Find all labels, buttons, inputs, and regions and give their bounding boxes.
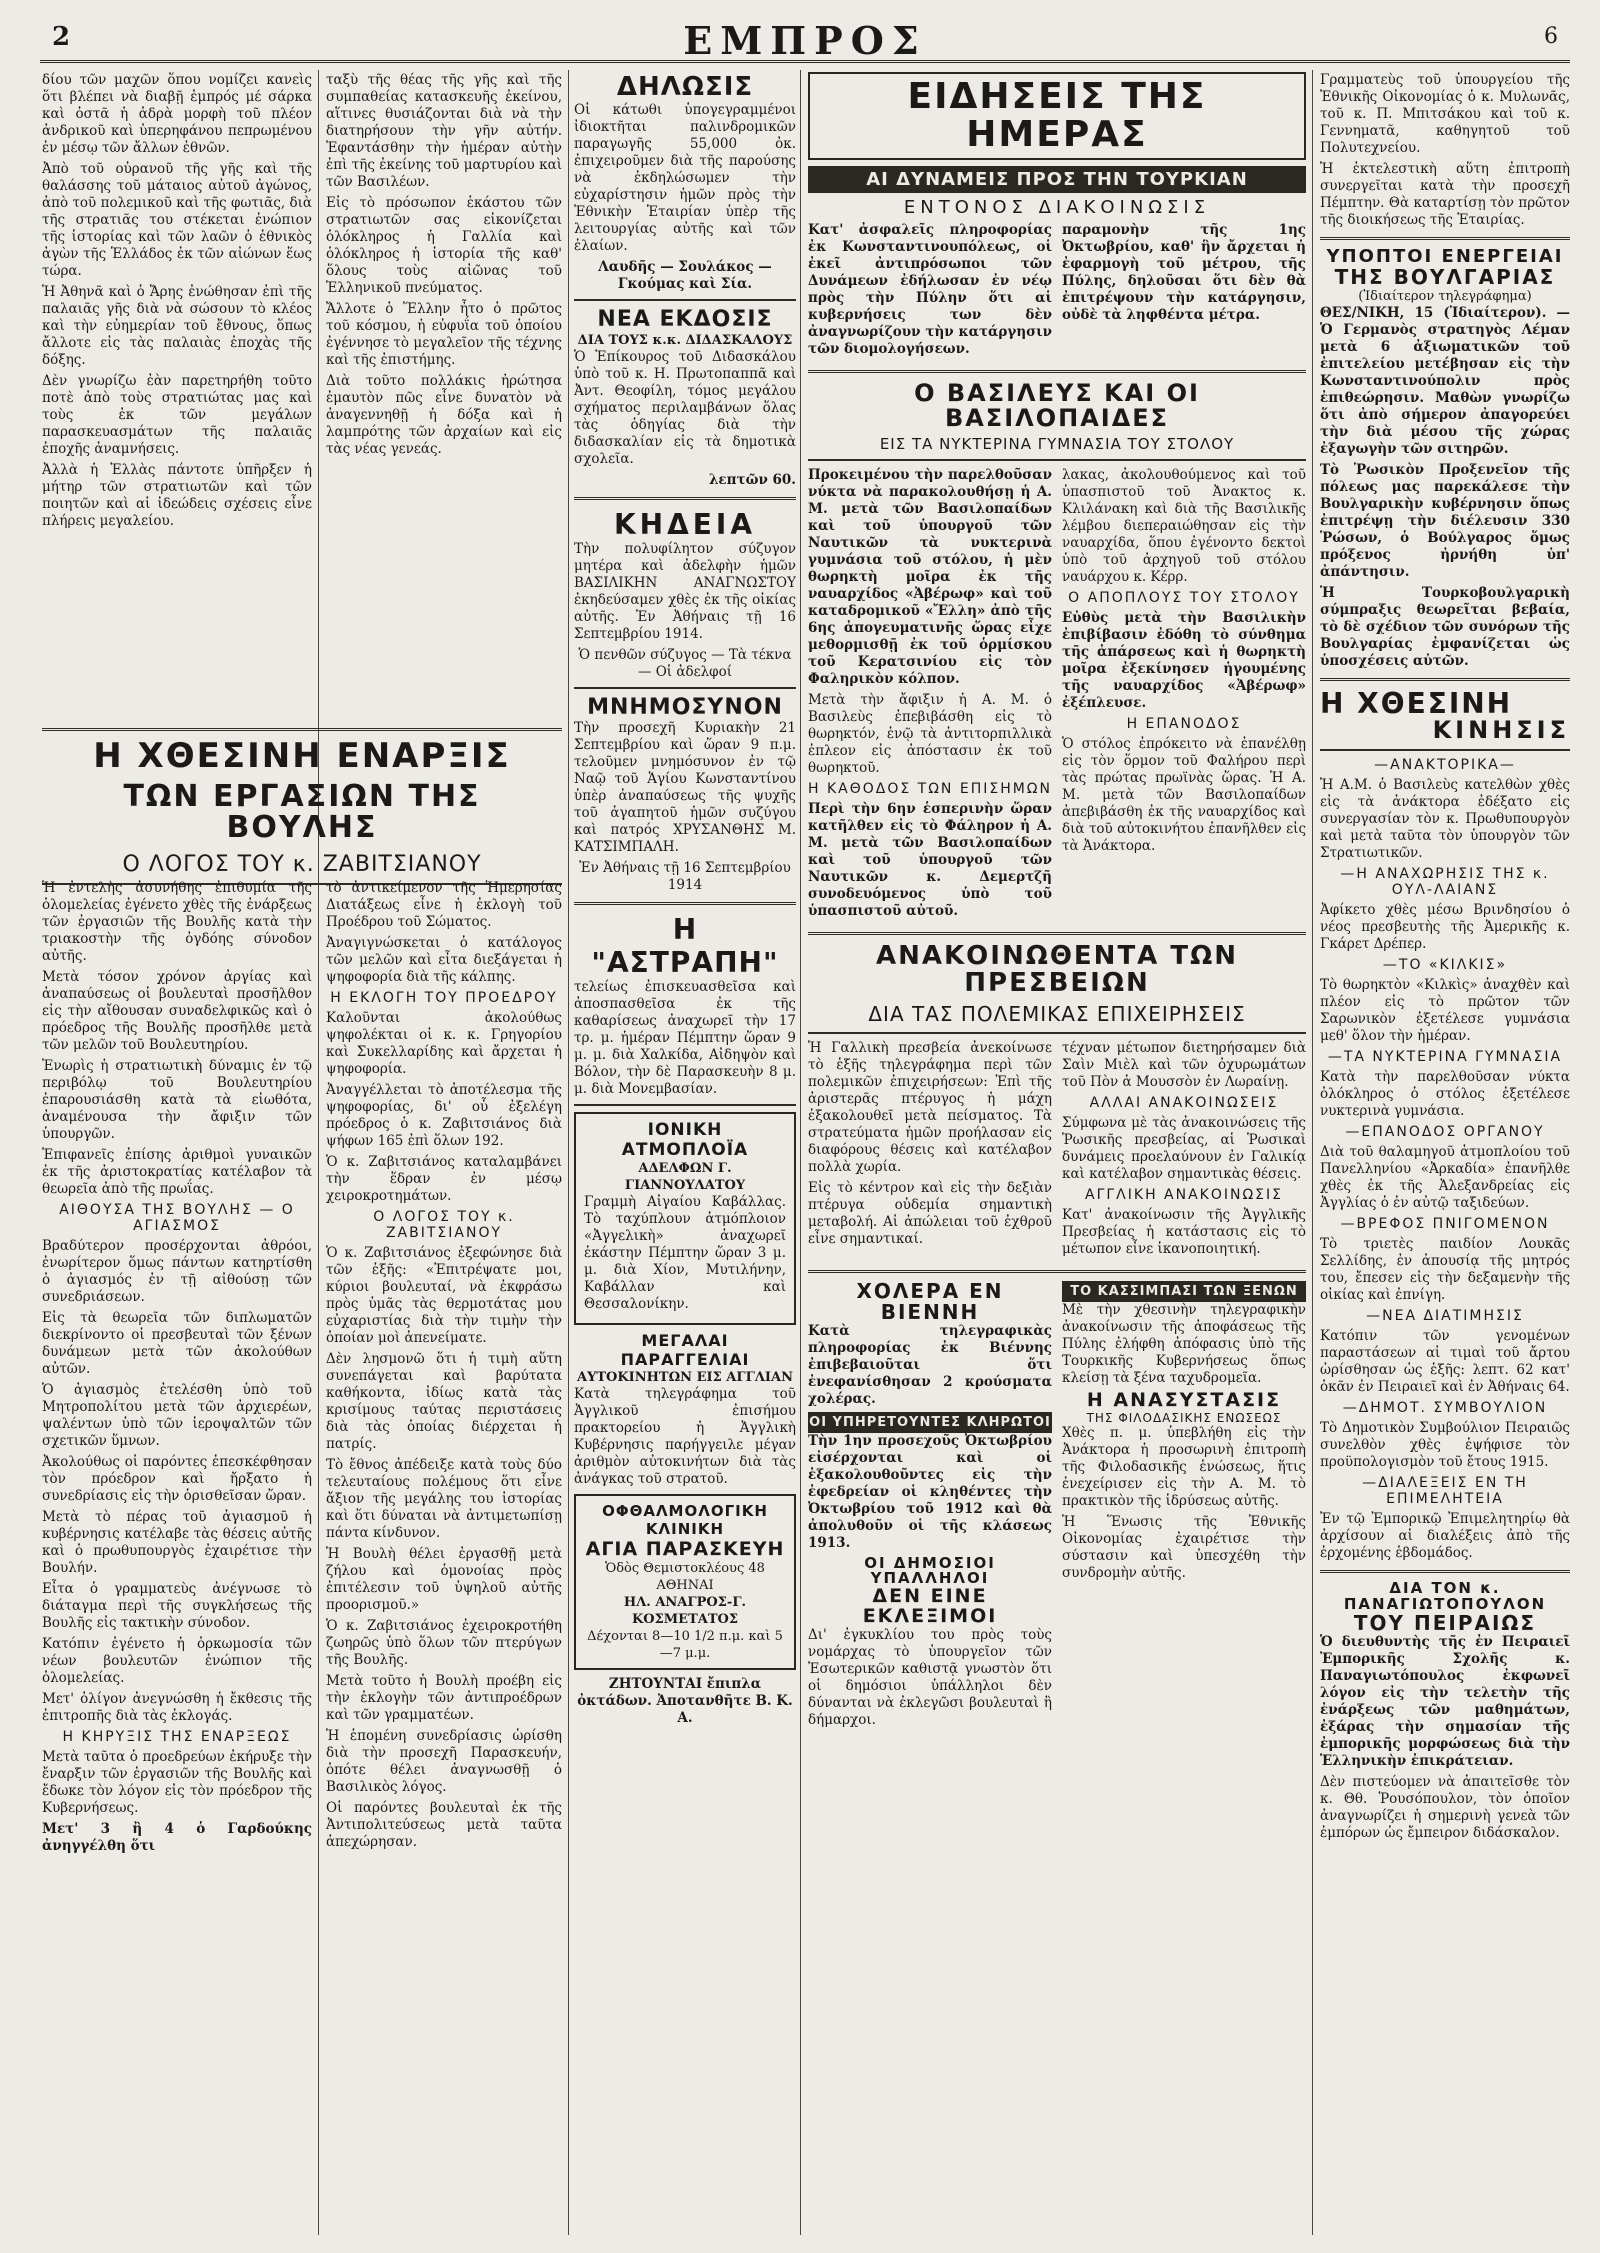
vasilefs-left [808, 467, 1052, 924]
divider [574, 687, 796, 689]
article-paragraph: Τὴν 1ην προσεχοῦς Ὀκτωβρίου εἰσέρχονται καὶ οἱ ἐξακολουθοῦντες εἰς τὴν ἐφεδρείαν οἱ κληθέντες τὴν Ὀκτωβρίου τοῦ 1912 καὶ θὰ ἀπολυθοῦν οἱ τῆς κλάσεως 1913. [808, 1432, 1052, 1551]
article-paragraph: Εἶτα ὁ γραμματεὺς ἀνέγνωσε τὸ διάταγμα περὶ τῆς συγκλήσεως τῆς Βουλῆς εἰς τακτικὴν σύνοδον. [42, 1581, 312, 1631]
article-paragraph: Κατ' ἀνακοίνωσιν τῆς Ἀγγλικῆς Πρεσβείας ἡ κατάστασις εἰς τὸ μέτωπον εἶνε ἱκανοποιητική. [1062, 1206, 1306, 1257]
article-paragraph: Σύμφωνα μὲ τὰς ἀνακοινώσεις τῆς Ῥωσικῆς πρεσβείας, αἱ Ῥωσικαὶ δυνάμεις προελαύνουν ἐν Γαλικίᾳ καὶ κατέλαβον σημαντικὰς θέσεις. [1062, 1114, 1306, 1182]
article-paragraph: Καλοῦνται ἀκολούθως ψηφολέκται οἱ κ. κ. Γρηγορίου καὶ Συκελλαρίδης καὶ ἄρχεται ἡ ψηφοφορία. [326, 1010, 562, 1077]
article-paragraph: Μετὰ τοῦτο ἡ Βουλὴ προέβη εἰς τὴν ἐκλογὴν τῶν ἀντιπροέδρων καὶ τῶν γραμματέων. [326, 1673, 562, 1723]
klinik-doctors: ΗΛ. ΑΝΑΓΡΟΣ-Γ. ΚΟΣΜΕΤΑΤΟΣ [623, 1595, 747, 1627]
divider [574, 1104, 796, 1106]
article-paragraph: Ἡ Γαλλικὴ πρεσβεία ἀνεκοίνωσε τὸ ἑξῆς τηλεγράφημα περὶ τῶν πολεμικῶν ἐπιχειρήσεων: Ἐπὶ τῆς ἀριστερᾶς πτέρυγος ἡ μάχη ἐξακολουθεῖ μετὰ πείσματος. Τὰ στρατεύματα ἡμῶν προήλασαν εἰς διαφόρους θέσεις καὶ κατέλαβον πολλὰ χωρία. [808, 1039, 1052, 1175]
article-paragraph: Μὲ τὴν χθεσινὴν τηλεγραφικὴν ἀνακοίνωσιν τῆς ἀποφάσεως τῆς Πύλης ἐλήφθη ἀπόφασις ὑπὸ τῆς Τουρκικῆς Κυβερνήσεως ὅπως κλείσῃ τὰ ξένα ταχυδρομεῖα. [1062, 1301, 1306, 1386]
col1-top [42, 72, 312, 712]
klinik-name: ΑΓΙΑ ΠΑΡΑΣΚΕΥΗ [585, 1538, 785, 1560]
article-paragraph: Εἰς τὸ κέντρον καὶ εἰς τὴν δεξιὰν πτέρυγα οὐδεμία σημαντικὴ μεταβολή. Αἱ ἀπώλειαι τοῦ ἐχθροῦ εἶνε σημαντικαί. [808, 1179, 1052, 1247]
anakoin-headline: ΑΝΑΚΟΙΝΩΘΕΝΤΑ ΤΩΝ ΠΡΕΣΒΕΙΩΝ [876, 940, 1238, 999]
article-paragraph: δίου τῶν μαχῶν ὅπου νομίζει κανεὶς ὅτι βλέπει νὰ διαβῇ ἐμπρός μέ σάρκα καὶ ὀστᾶ ἡ ἁδρὰ μορφὴ τοῦ πλέον ἀνδρικοῦ καὶ ὑπερηφάνου πεπρωμένου ἐν μέσῳ τῶν ἄλλων ἐθνῶν. [42, 72, 312, 156]
divider [808, 370, 1306, 373]
section-subhead: Ο ΛΟΓΟΣ ΤΟΥ κ. ΖΑΒΙΤΣΙΑΝΟΥ [373, 1209, 515, 1241]
turk-banner: ΑΙ ΔΥΝΑΜΕΙΣ ΠΡΟΣ ΤΗΝ ΤΟΥΡΚΙΑΝ [808, 166, 1306, 193]
article-paragraph: Μετ' 3 ἢ 4 ὁ Γαρδούκης ἀνηγγέλθη ὅτι [42, 1821, 312, 1854]
lower-columns [808, 1281, 1306, 1733]
article-paragraph: παραμονὴν τῆς 1ης Ὀκτωβρίου, καθ' ἣν ἄρχεται ἡ ἐφαρμογὴ τοῦ μέτρου, τῆς Πύλης, δηλοῦσαι ὅτι δὲν θὰ ἐπιτρέψουν τὴν κατάργησιν, οὐδὲ τὰ ληφθέντα μέτρα. [1062, 221, 1306, 323]
notice-text: τελείως ἐπισκευασθεῖσα καὶ ἀποσπασθεῖσα ἐκ τῆς καθαρίσεως ἀναχωρεῖ τὴν 17 τρ. μ. ἡμέραν Πέμπτην ὥραν 9 μ. μ. διὰ Χαλκίδα, Αἰδηψὸν καὶ Βόλον, τὴν δὲ Παρασκευὴν 8 μ. μ. διὰ Μονεμβασίαν. [574, 979, 796, 1097]
article-paragraph: Μετὰ τὸ πέρας τοῦ ἀγιασμοῦ ἡ κυβέρνησις κατέλαβε τὰς θέσεις αὐτῆς καὶ ὁ πρωθυπουργὸς ἐχαιρέτισε τὴν Βουλήν. [42, 1509, 312, 1576]
divider [808, 1270, 1306, 1273]
ekdosis-heading: ΝΕΑ ΕΚΔΟΣΙΣ [597, 307, 773, 332]
section-subhead: Η ΚΗΡΥΞΙΣ ΤΗΣ ΕΝΑΡΞΕΩΣ [62, 1729, 292, 1745]
metalai-heading: ΜΕΓΑΛΑΙ ΠΑΡΑΓΓΕΛΙΑΙ [620, 1331, 750, 1369]
article-paragraph: Βραδύτερον προσέρχονται ἀθρόοι, ἐνωρίτερον ὅμως πάντων κατηρτίσθη ὁ ἀγιασμός ἐν τῇ αἰθούσῃ τῶν συνεδριάσεων. [42, 1238, 312, 1305]
article-paragraph: Κατόπιν ἐγένετο ἡ ὁρκωμοσία τῶν νέων βουλευτῶν ἐνώπιον τῆς ὁλομελείας. [42, 1636, 312, 1686]
section-subhead: —ΔΙΑΛΕΞΕΙΣ ΕΝ ΤΗ ΕΠΙΜΕΛΗΤΕΙΑ [1362, 1475, 1528, 1508]
masthead [40, 18, 1570, 63]
article-paragraph: Ὁ κ. Ζαβιτσιάνος ἐχειροκροτήθη ζωηρῶς ὑπὸ ὅλων τῶν πτερύγων τῆς Βουλῆς. [326, 1618, 562, 1668]
dilosis-heading: ΔΗΛΩΣΙΣ [616, 72, 754, 102]
section-subhead: —ΕΠΑΝΟΔΟΣ ΟΡΓΑΝΟΥ [1345, 1124, 1545, 1141]
article-paragraph: Ὁ κ. Ζαβιτσιάνος καταλαμβάνει τὴν ἕδραν ἐν μέσῳ χειροκροτημάτων. [326, 1154, 562, 1204]
col3-notices [574, 72, 796, 2232]
section-subhead: ΑΙΘΟΥΣΑ ΤΗΣ ΒΟΥΛΗΣ — Ο ΑΓΙΑΣΜΟΣ [59, 1202, 295, 1234]
col2-bottom [326, 880, 562, 2240]
section-subhead: Η ΕΠΑΝΟΔΟΣ [1126, 715, 1242, 732]
newspaper-title: ΕΜΠΡΟΣ [683, 18, 927, 63]
article-paragraph: Ἡ Α.Μ. ὁ Βασιλεὺς κατελθὼν χθὲς εἰς τὰ ἀνάκτορα ἐδέξατο εἰς συνεργασίαν τὸν κ. Πρωθυπουργὸν καὶ μετὰ ταῦτα τὸν ὑπουργὸν τῶν Στρατιωτικῶν. [1320, 777, 1570, 862]
article-paragraph: Γραμματεὺς τοῦ ὑπουργείου τῆς Ἐθνικῆς Οἰκονομίας ὁ κ. Μυλωνᾶς, τοῦ κ. Π. Μπιτσάκου καὶ τοῦ κ. Γεννηματᾶ, καθηγητοῦ τοῦ Πολυτεχνείου. [1320, 72, 1570, 156]
article-paragraph: Ἀφίκετο χθὲς μέσω Βρινδησίου ὁ νέος πρεσβευτὴς τῆς Ἀμερικῆς κ. Γκάρετ Δρέπερ. [1320, 902, 1570, 953]
turk-left [808, 222, 1052, 362]
notice-price: λεπτῶν 60. [708, 472, 796, 488]
divider [1320, 237, 1570, 240]
article-paragraph: Εἰς τὰ θεωρεῖα τῶν διπλωματῶν διεκρίνοντο οἱ πρεσβευταὶ τῶν ξένων δυνάμεων μετὰ τῶν ἀκολούθων αὐτῶν. [42, 1310, 312, 1377]
divider [1320, 678, 1570, 681]
lower-right [1062, 1281, 1306, 1733]
article-paragraph: Δὲν λησμονῶ ὅτι ἡ τιμὴ αὕτη συνεπάγεται καὶ βαρύτατα καθήκοντα, ἰδίως κατὰ τὰς κρισίμους ταύτας περιστάσεις διὰ τὰς ὁποίας διέρχεται ἡ πατρίς. [326, 1351, 562, 1452]
divider [808, 459, 1306, 461]
ionikh-heading: ΙΟΝΙΚΗ ΑΤΜΟΠΛΟΪΑ [621, 1120, 749, 1160]
article-paragraph: Ὁ διευθυντὴς τῆς ἐν Πειραιεῖ Ἐμπορικῆς Σχολῆς κ. Παναγιωτόπουλος ἐκφωνεῖ λόγον εἰς τὴν τελετὴν τῆς ἐνάρξεως τῶν μαθημάτων, ἐξάρας τὴν σημασίαν τῆς ἐμπορικῆς μορφώσεως διὰ τὴν Ἑλληνικὴν ἐπικράτειαν. [1320, 1633, 1570, 1769]
article-paragraph: τὸ ἀντικείμενον τῆς Ἡμερησίας Διατάξεως εἶνε ἡ ἐκλογὴ τοῦ Προέδρου τοῦ Σώματος. [326, 880, 562, 930]
ypall-headline: ΟΙ ΔΗΜΟΣΙΟΙ ΥΠΑΛΛΗΛΟΙ [864, 1553, 996, 1588]
kasimpasi-banner: ΤΟ ΚΑΣΣΙΜΠΑΣΙ ΤΩΝ ΞΕΝΩΝ [1062, 1281, 1306, 1302]
article-paragraph: Τὸ θωρηκτὸν «Κιλκὶς» ἀναχθὲν καὶ πλέον εἰς τὸ πρῶτον τῶν Σαρωνικὸν ἐξετέλεσε γυμνάσια μεθ' ὅλον τὴν ἡμέραν. [1320, 977, 1570, 1045]
article-paragraph: Ἀπὸ τοῦ οὐρανοῦ τῆς γῆς καὶ τῆς θαλάσσης τοῦ μάταιος αὐτοῦ ἀγώνος, ἀπὸ τοῦ πολεμικοῦ καὶ τῆς φωτιᾶς, διὰ τῆς στρατιᾶς του στέκεται ἐνώπιον τῆς ἱστορίας καὶ τῶν λαῶν ὁ ἐθνικὸς ἀγὼν τῆς Ἑλλάδος ἐκ τῶν αἰώνων ἕως τώρα. [42, 161, 312, 279]
article-paragraph: Ἀκολούθως οἱ παρόντες ἐπεσκέφθησαν τὸν πρόεδρον καὶ ἤρξατο ἡ συνεδρίασις εἰς τὴν ὁρισθεῖσαν ὥραν. [42, 1454, 312, 1504]
article-paragraph: Κατὰ τὴν παρελθοῦσαν νύκτα ὁλόκληρος ὁ στόλος ἐξετέλεσε νυκτερινὰ γυμνάσια. [1320, 1069, 1570, 1120]
section-subhead: —ΤΑ ΝΥΚΤΕΡΙΝΑ ΓΥΜΝΑΣΙΑ [1327, 1049, 1563, 1066]
notice-signature: Λαυδῆς — Σουλάκος — Γκούμας καὶ Σία. [598, 259, 772, 292]
article-paragraph: Οἱ παρόντες βουλευταὶ ἐκ τῆς Ἀντιπολιτεύσεως μετὰ ταῦτα ἀπεχώρησαν. [326, 1800, 562, 1850]
article-paragraph: Κατ' ἀσφαλεῖς πληροφορίας ἐκ Κωνσταντινουπόλεως, οἱ ἐκεῖ ἀντιπρόσωποι τῶν Δυνάμεων ἐδήλωσαν ἐν νέῳ πρὸς τὴν Πύλην ὅτι αἱ κυβερνήσεις των δὲν ἀναγνωρίζουν τὴν κατάργησιν τῶν διομολογήσεων. [808, 221, 1052, 357]
vouli-subheadline: Ο ΛΟΓΟΣ ΤΟΥ κ. ΖΑΒΙΤΣΙΑΝΟΥ [122, 851, 482, 877]
column-rule [568, 70, 569, 2235]
mnimosyno-heading: ΜΝΗΜΟΣΥΝΟΝ [587, 695, 783, 720]
turk-right [1062, 222, 1306, 362]
telegram-source: (Ἰδιαίτερον τηλεγράφημα) [1358, 288, 1532, 304]
article-paragraph: Μετ' ὀλίγον ἀνεγνώσθη ἡ ἔκθεσις τῆς ἐπιτροπῆς διὰ τὰς ἐκλογάς. [42, 1691, 312, 1724]
vasilefs-right [1062, 467, 1306, 924]
metalai-subheading: ΑΥΤΟΚΙΝΗΤΩΝ ΕΙΣ ΑΓΓΛΙΑΝ [577, 1370, 793, 1385]
article-paragraph: Τὸ τριετὲς παιδίον Λουκᾶς Σελλίδης, ἐν ἀπουσίᾳ τῆς μητρός του, ἔπεσεν εἰς τὴν δεξαμενὴν τῆς οἰκίας καὶ ἐπνίγη. [1320, 1236, 1570, 1304]
notice-date: Ἐν Ἀθήναις τῇ 16 Σεπτεμβρίου 1914 [579, 860, 791, 893]
article-paragraph: Ἡ Βουλὴ θέλει ἐργασθῇ μετὰ ζήλου καὶ ὁμονοίας πρὸς ἐπιτέλεσιν τοῦ ὑψηλοῦ αὐτῆς προορισμοῦ.» [326, 1546, 562, 1613]
article-paragraph: Ἐπιφανεῖς ἐπίσης ἀριθμοὶ γυναικῶν ἐκ τῆς ἀριστοκρατίας κατέλαβον τὰ θεωρεῖα ἀπὸ τῆς πρωΐας. [42, 1147, 312, 1197]
kiniseis-headline: ΚΙΝΗΣΙΣ [1432, 716, 1570, 745]
col1-bottom [42, 880, 312, 2240]
article-paragraph: Ἐνωρὶς ἡ στρατιωτικὴ δύναμις ἐν τῷ περιβόλῳ τοῦ Βουλευτηρίου ἐπαρουσιάσθη κατὰ τὰ εἰωθότα, ἀναμένουσα τὴν ἄφιξιν τῶν ὑπουργῶν. [42, 1058, 312, 1142]
section-subhead: —ΑΝΑΚΤΟΡΙΚΑ— [1374, 757, 1516, 774]
anast-headline: Η ΑΝΑΣΥΣΤΑΣΙΣ [1086, 1388, 1282, 1411]
article-paragraph: Μετὰ ταῦτα ὁ προεδρεύων ἐκήρυξε τὴν ἔναρξιν τῶν ἐργασιῶν τῆς Βουλῆς καὶ ἔδωκε τὸν λόγον εἰς τὸν πρόεδρον τῆς Κυβερνήσεως. [42, 1749, 312, 1816]
notice-text: Γραμμὴ Αἰγαίου Καβάλλας. Τὸ ταχύπλουν ἀτμόπλοιον «Ἀγγελικὴ» ἀναχωρεῖ ἐκάστην Πέμπτην ὥραν 3 μ. μ. διὰ Χίον, Μυτιλήνην, Καβάλλαν καὶ Θεσσαλονίκην. [584, 1194, 786, 1312]
article-paragraph: Περὶ τὴν 6ην ἑσπερινὴν ὥραν κατῆλθεν εἰς τὸ Φάληρον ἡ Α. Μ. μετὰ τῶν Βασιλοπαίδων καὶ τοῦ ὑπουργοῦ τῶν Ναυτικῶν κ. Δεμερτζῆ συνοδευόμενος ὑπὸ τοῦ ὑπασπιστοῦ αὐτοῦ. [808, 800, 1052, 919]
col4-news [808, 72, 1306, 2232]
article-paragraph: Ἀναγιγνώσκεται ὁ κατάλογος τῶν μελῶν καὶ εἶτα διεξάγεται ἡ ψηφοφορία διὰ τῆς κάλπης. [326, 935, 562, 985]
anakoin-right [1062, 1040, 1306, 1262]
article-paragraph: Τὸ Δημοτικὸν Συμβούλιον Πειραιῶς συνελθὸν χθὲς ἐψήφισε τὸν προϋπολογισμὸν τοῦ ἔτους 1915. [1320, 1420, 1570, 1471]
ekdosis-subheading: ΔΙΑ ΤΟΥΣ κ.κ. ΔΙΔΑΣΚΑΛΟΥΣ [577, 333, 793, 348]
article-paragraph: Ἄλλοτε ὁ Ἕλλην ἦτο ὁ πρῶτος τοῦ κόσμου, ἡ εὐφυΐα τοῦ ὁποίου ἐγέννησε τὸ μεγαλεῖον τῆς τέχνης καὶ τῆς ἐπιστήμης. [326, 301, 562, 368]
article-paragraph: Διὰ τοῦ θαλαμηγοῦ ἀτμοπλοίου τοῦ Πανελληνίου «Ἀρκαδία» ἐπανῆλθε χθὲς ἐκ τῆς Ἀλεξανδρείας εἰς Ἀγγλίας ὁ ἐν αὐτῷ ταξιδεύων. [1320, 1144, 1570, 1212]
page-mark: 6 [1544, 24, 1558, 49]
vasilefs-subheadline: ΕΙΣ ΤΑ ΝΥΚΤΕΡΙΝΑ ΓΥΜΝΑΣΙΑ ΤΟΥ ΣΤΟΛΟΥ [879, 434, 1235, 453]
divider [1320, 1570, 1570, 1573]
article-paragraph: Ὁ κ. Ζαβιτσιάνος ἐξεφώνησε διὰ τῶν ἑξῆς: «Ἐπιτρέψατε μοι, κύριοι βουλευταί, νὰ ἐκφράσω πρὸς ὑμᾶς τὰς θερμοτάτας μου εὐχαριστίας διὰ τὴν τιμὴν τὴν ὁποίαν μοὶ ἀπενείματε. [326, 1245, 562, 1346]
divider [574, 902, 796, 905]
ionikh-ad [574, 1112, 796, 1325]
col2-top [326, 72, 562, 712]
section-subhead: —ΤΟ «ΚΙΛΚΙΣ» [1382, 957, 1508, 974]
article-paragraph: Προκειμένου τὴν παρελθοῦσαν νύκτα νὰ παρακολουθήσῃ ἡ Α. Μ. μετὰ τῶν Βασιλοπαίδων καὶ τοῦ ὑπουργοῦ τῶν Ναυτικῶν τὰ νυκτερινὰ γυμνάσια τοῦ στόλου, ἡ μὲν θωρηκτὴ μοῖρα ἐκ τῆς ναυαρχίδος «Ἀβέρωφ» καὶ τοῦ καταδρομικοῦ «Ἔλλη» ἀπὸ τῆς 6ης ἀπογευματινῆς ὥρας εἶχε μεθορμισθῇ ἐκ τοῦ ὁρμίσκου τοῦ Κερατσινίου εἰς τὸν Φαληρικὸν κόλπον. [808, 466, 1052, 687]
vouli-headline-block [42, 720, 562, 891]
article-paragraph: Ἡ Τουρκοβουλγαρικὴ σύμπραξις θεωρεῖται βεβαία, τὸ δὲ σχέδιον τῶν συνόρων τῆς Βουλγαρίας ἐμφανίζεται ὡς ὑποσχέσεις αὐτῶν. [1320, 584, 1570, 669]
section-subhead: —ΒΡΕΦΟΣ ΠΝΙΓΟΜΕΝΟΝ [1340, 1216, 1550, 1233]
article-paragraph: Ἡ Ἕνωσις τῆς Ἐθνικῆς Οἰκονομίας ἐχαιρέτισε τὴν σύστασιν καὶ ὑπεσχέθη τὴν συνδρομὴν αὐτῆς. [1062, 1513, 1306, 1581]
article-paragraph: Μετὰ τὴν ἄφιξιν ἡ Α. Μ. ὁ Βασιλεὺς ἐπεβιβάσθη εἰς τὸ θωρηκτόν, ἐνῷ τὰ ἀντιτορπιλλικὰ ἐπλεον εἰς ἀπόστασιν ἐκ τοῦ θωρηκτοῦ. [808, 691, 1052, 776]
ypoptoi-headline: ΥΠΟΠΤΟΙ ΕΝΕΡΓΕΙΑΙ [1326, 246, 1564, 267]
section-subhead: Η ΚΑΘΟΔΟΣ ΤΩΝ ΕΠΙΣΗΜΩΝ [808, 780, 1052, 797]
divider [574, 299, 796, 301]
column-rule [800, 70, 801, 2235]
article-paragraph: Ὁ ἀγιασμὸς ἐτελέσθη ὑπὸ τοῦ Μητροπολίτου μετὰ τῶν ἀρχιερέων, ψαλέντων ὑπὸ τῶν ἱεροψαλτῶν τῶν σχετικῶν ὕμνων. [42, 1382, 312, 1449]
article-paragraph: Δι' ἐγκυκλίου του πρὸς τοὺς νομάρχας τὸ ὑπουργεῖον τῶν Ἐσωτερικῶν καθιστᾷ γνωστὸν ὅτι οἱ δημόσιοι ὑπάλληλοι δὲν δύνανται νὰ ἐκλεγῶσι βουλευταὶ ἢ δήμαρχοι. [808, 1626, 1052, 1728]
article-paragraph: λακας, ἀκολουθούμενος καὶ τοῦ ὑπασπιστοῦ τοῦ Ἀνακτος κ. Κλιλάνακη καὶ διὰ τῆς Βασιλικῆς λέμβου διεπεραιώθησαν εἰς τὴν ναυαρχίδα, ὅπου ἐγένοντο δεκτοὶ ὑπὸ τοῦ ἀρχηγοῦ τοῦ στόλου ναυάρχου κ. Κέρρ. [1062, 466, 1306, 585]
dia-headline: ΔΙΑ ΤΟΝ κ. ΠΑΝΑΓΙΩΤΟΠΟΥΛΟΝ [1343, 1579, 1547, 1614]
article-paragraph: ΘΕΣ/ΝΙΚΗ, 15 (Ἰδιαίτερον). — Ὁ Γερμανὸς στρατηγὸς Λέμαν μετὰ 6 ἀξιωματικῶν τοῦ ἐπιτελείου μετέβησαν εἰς τὴν Κωνσταντινούπολιν πρὸς ἐπιθεώρησιν. Μαθὼν γνωρίζω ὅτι ἀπὸ σήμερον ἀπαγορεύει τὴν διὰ μέσου τῆς χώρας ἐξαγωγὴν τῶν σιτηρῶν. [1320, 304, 1570, 457]
column-rule [1312, 70, 1313, 2235]
divider [1320, 749, 1570, 751]
notice-text: Κατὰ τηλεγράφημα τοῦ Ἀγγλικοῦ ἐπισήμου πρακτορείου ἡ Ἀγγλικὴ Κυβέρνησις παρήγγειλε μέγαν ἀριθμὸν αὐτοκινήτων διὰ τὰς ἀνάγκας τοῦ στρατοῦ. [574, 1386, 796, 1487]
article-paragraph: Κατόπιν τῶν γενομένων παραστάσεων αἱ τιμαὶ τοῦ ἄρτου ὡρίσθησαν ὡς ἑξῆς: λεπτ. 62 κατ' ὀκᾶν ἐν Πειραιεῖ καὶ ἐν Ἀθήναις 64. [1320, 1328, 1570, 1396]
divider [574, 497, 796, 500]
kideia-heading: ΚΗΔΕΙΑ [613, 508, 756, 541]
notice-text: Οἱ κάτωθι ὑπογεγραμμένοι ἰδιοκτῆται παλινδρομικῶν παραγωγῆς 55,000 ὀκ. ἐπιχειροῦμεν διὰ τῆς παρούσης νὰ ἐκδηλώσωμεν τὴν εὐχαρίστησιν ἡμῶν πρὸς τὴν Ἐθνικὴν Ἑταιρίαν ὑπὲρ τῆς λειτουργίας αὐτῆς καὶ τῶν ἐλαίων. [574, 102, 796, 254]
notice-signature: Ὁ πενθῶν σύζυγος — Τὰ τέκνα — Οἱ ἀδελφοί [578, 647, 792, 680]
article-paragraph: Χθὲς π. μ. ὑπεβλήθη εἰς τὴν Ἀνάκτορα ἡ προσωρινὴ ἐπιτροπὴ τῆς Φιλοδασικῆς ἑνώσεως, ἥτις ἐνεχείρισεν εἰς τὴν Α. Μ. τὸ πρακτικὸν τῆς ἱδρύσεως αὐτῆς. [1062, 1424, 1306, 1509]
article-paragraph: Τὸ Ῥωσικὸν Προξενεῖον τῆς πόλεως μας παρεκάλεσε τὴν Βουλγαρικὴν κυβέρνησιν ὅπως ἐπιτρέψῃ τὴν διέλευσιν 330 Ῥώσων, ὁ Βούλγαρος ὅμως πρόξενος ἠρνήθη ὑπ' ἀπάντησιν. [1320, 461, 1570, 580]
voulgaria-headline: ΤΗΣ ΒΟΥΛΓΑΡΙΑΣ [1334, 264, 1556, 289]
ionikh-subheading: ΑΔΕΛΦΩΝ Γ. ΓΙΑΝΝΟΥΛΑΤΟΥ [624, 1161, 746, 1193]
article-paragraph: Κατὰ τηλεγραφικὰς πληροφορίας ἐκ Βιέννης ἐπιβεβαιοῦται ὅτι ἐνεφανίσθησαν 2 κρούσματα χολέρας. [808, 1322, 1052, 1407]
klinik-hours: Δέχονται 8—10 1/2 π.μ. καὶ 5—7 μ.μ. [587, 1629, 783, 1661]
article-paragraph: ταξὺ τῆς θέας τῆς γῆς καὶ τῆς συμπαθείας κατασκευῆς ἐκείνου, αἵτινες θυσιάζονται διὰ νὰ τὴν διατηρήσουν τὴν γῆν αὐτήν. Ἐφαντάσθην τὴν ἡμέραν αὐτὴν ἐπὶ τῆς ἐκείνης τοῦ μαρτυρίου καὶ τῶν Βασιλέων. [326, 72, 562, 190]
vouli-headline-2: ΤΩΝ ΕΡΓΑΣΙΩΝ ΤΗΣ ΒΟΥΛΗΣ [123, 778, 481, 846]
article-paragraph: Δὲν γνωρίζω ἐὰν παρετηρήθη τοῦτο ποτὲ ἀπὸ τοὺς στρατιώτας μας καὶ τοὺς ἐκ τῶν μεγάλων παρασκευασμάτων τῆς παλαιᾶς ἐποχῆς ἀναμνήσεις. [42, 373, 312, 457]
vasilefs-columns [808, 467, 1306, 924]
astrapi-heading: Η "ΑΣΤΡΑΠΗ" [591, 913, 779, 979]
article-paragraph: Εἰς τὸ πρόσωπον ἑκάστου τῶν στρατιωτῶν σας εἰκονίζεται ὁλόκληρος ἡ Γαλλία καὶ ὁλόκληρος ἡ ἱστορία τῆς καθ' ὅλους τοὺς αἰῶνας τοῦ Ἑλληνικοῦ πνεύματος. [326, 195, 562, 296]
vasilefs-headline: Ο ΒΑΣΙΛΕΥΣ ΚΑΙ ΟΙ ΒΑΣΙΛΟΠΑΙΔΕΣ [914, 378, 1200, 432]
turk-subheadline: ΕΝΤΟΝΟΣ ΔΙΑΚΟΙΝΩΣΙΣ [903, 196, 1211, 218]
section-subhead: —ΔΗΜΟΤ. ΣΥΜΒΟΥΛΙΟΝ [1342, 1400, 1548, 1417]
eidiseis-headline: ΕΙΔΗΣΕΙΣ ΤΗΣ ΗΜΕΡΑΣ [808, 72, 1306, 160]
chthes-headline: Η ΧΘΕΣΙΝΗ [1320, 686, 1513, 720]
notice-text: Ὁ Ἐπίκουρος τοῦ Διδασκάλου ὑπὸ τοῦ κ. Η. Πρωτοπαππᾶ καὶ Ἀντ. Θεοφίλη, τόμος μεγάλου σχήματος περιλαμβάνων ὅλας τὰς ὁδηγίας διὰ τὴν διδασκαλίαν εἰς τὰ δημοτικὰ σχολεῖα. [574, 349, 796, 467]
article-paragraph: Ἡ ἐκτελεστικὴ αὕτη ἐπιτροπὴ συνεργεῖται κατὰ τὴν προσεχῆ Πέμπτην. Θὰ καταρτίσῃ τὸν πρῶτον τῆς διοικήσεως τῆς Ἑταιρίας. [1320, 161, 1570, 228]
klinik-ad [574, 1494, 796, 1670]
anakoin-left [808, 1040, 1052, 1262]
zitountai-notice: ΖΗΤΟΥΝΤΑΙ ἔπιπλα ὀκτάδων. Ἀποτανθῆτε Β. Κ. Α. [577, 1676, 793, 1726]
divider [808, 932, 1306, 935]
article-paragraph: Ὁ στόλος ἐπρόκειτο νὰ ἐπανέλθῃ εἰς τὸν ὅρμον τοῦ Φαλήρου περὶ τὰς πρώτας πρωϊνὰς ὥρας. Ἡ Α. Μ. μετὰ τῶν Βασιλοπαίδων ἀπεβιβάσθη ἐκ τῆς ναυαρχίδος καὶ διὰ τοῦ αὐτοκινήτου ἐπανῆλθεν εἰς τὰ Ἀνάκτορα. [1062, 735, 1306, 854]
article-paragraph: Εὐθὺς μετὰ τὴν Βασιλικὴν ἐπιβίβασιν ἐδόθη τὸ σύνθημα τῆς ἀπάρσεως καὶ ἡ θωρηκτὴ μοῖρα ἐξεκίνησεν ἡγουμένης τῆς ναυαρχίδος «Ἀβέρωφ» ἐξέπλευσε. [1062, 609, 1306, 711]
anast-subheadline: ΤΗΣ ΦΙΛΟΔΑΣΙΚΗΣ ΕΝΩΣΕΩΣ [1086, 1410, 1282, 1425]
article-paragraph: Ἀλλὰ ἡ Ἑλλὰς πάντοτε ὑπῆρξεν ἡ μήτηρ τῶν στρατιωτῶν καὶ τῶν ποιητῶν καὶ αἱ ἰδεώδεις σχέσεις εἶνε πλήρεις μεγαλείου. [42, 462, 312, 529]
ypall-subheadline: ΔΕΝ ΕΙΝΕ ΕΚΛΕΞΙΜΟΙ [862, 1585, 998, 1627]
article-paragraph: Ἡ ἑπομένη συνεδρίασις ὡρίσθη διὰ τὴν προσεχῆ Παρασκευήν, ὁπότε θέλει ἀναγνωσθῇ ὁ Βασιλικὸς λόγος. [326, 1728, 562, 1795]
cholera-headline: ΧΟΛΕΡΑ ΕΝ ΒΙΕΝΝΗ [856, 1280, 1004, 1324]
vouli-headline: Η ΧΘΕΣΙΝΗ ΕΝΑΡΞΙΣ [93, 736, 511, 776]
turk-columns [808, 222, 1306, 362]
article-paragraph: Μετὰ τόσον χρόνον ἀργίας καὶ ἀναπαύσεως οἱ βουλευταὶ προσῆλθον εἰς τὴν αἴθουσαν συναδελφικῶς καὶ ὁ πρόεδρος τῆς Βουλῆς προσῆλθε μετὰ τῶν μελῶν τοῦ Βουλευτηρίου. [42, 969, 312, 1053]
article-paragraph: Ἡ Ἀθηνᾶ καὶ ὁ Ἄρης ἐνώθησαν ἐπὶ τῆς παλαιᾶς γῆς διὰ νὰ σώσουν τὸ κλέος καὶ τὴν εὐημερίαν τοῦ ἔθνους, ὅπως ἄλλοτε εἰς τὰς παλαιὰς ἐποχὰς τῆς δόξης. [42, 284, 312, 368]
notice-text: Τὴν πολυφίλητον σύζυγον μητέρα καὶ ἀδελφὴν ἡμῶν ΒΑΣΙΛΙΚΗΝ ΑΝΑΓΝΩΣΤΟΥ ἐκηδεύσαμεν χθὲς ἐκ τῆς οἰκίας αὐτῆς. Ἐν Ἀθήναις τῇ 16 Σεπτεμβρίου 1914. [574, 541, 796, 642]
section-subhead: ΑΛΛΑΙ ΑΝΑΚΟΙΝΩΣΕΙΣ [1089, 1094, 1279, 1111]
section-subhead: —ΝΕΑ ΔΙΑΤΙΜΗΣΙΣ [1366, 1308, 1524, 1325]
klinik-city: ΑΘΗΝΑΙ [656, 1578, 714, 1593]
article-paragraph: Ἀναγγέλλεται τὸ ἀποτέλεσμα τῆς ψηφοφορίας, δι' οὗ ἐξελέγη πρόεδρος ὁ κ. Ζαβιτσιάνος διὰ ψήφων 165 ἐπὶ ὅλων 192. [326, 1082, 562, 1149]
divider [808, 1032, 1306, 1034]
column-rule [318, 70, 319, 2235]
anakoin-columns [808, 1040, 1306, 1262]
ypiretountes-banner: ΟΙ ΥΠΗΡΕΤΟΥΝΤΕΣ ΚΛΗΡΩΤΟΙ [808, 1412, 1052, 1433]
article-paragraph: Τὸ ἔθνος ἀπέδειξε κατὰ τοὺς δύο τελευταίους πολέμους ὅτι εἶνε ἄξιον τῆς μεγάλης του ἱστορίας καὶ ὅτι δύναται νὰ ἀντιμετωπίσῃ πάντα κίνδυνον. [326, 1457, 562, 1541]
section-subhead: Η ΕΚΛΟΓΗ ΤΟΥ ΠΡΟΕΔΡΟΥ [330, 990, 558, 1006]
page-number: 2 [52, 22, 71, 52]
article-paragraph: Ἐν τῷ Ἐμπορικῷ Ἐπιμελητηρίῳ θὰ ἀρχίσουν αἱ διαλέξεις ἀπὸ τῆς ἐρχομένης ἑβδομάδος. [1320, 1511, 1570, 1562]
article-paragraph: Δὲν πιστεύομεν νὰ ἀπαιτεῖσθε τὸν κ. Θθ. Ῥουσόπουλον, τὸν ὁποῖον ἀναγνωρίζει ἡ σημερινὴ γενεὰ τῶν ἐμπόρων ὡς ἔμπειρον διδάσκαλον. [1320, 1773, 1570, 1841]
article-paragraph: Διὰ τοῦτο πολλάκις ἠρώτησα ἐμαυτὸν πῶς εἶνε δυνατὸν νὰ ἀναγεννηθῇ ἡ δόξα καὶ ἡ λαμπρότης τῶν ἀρχαίων καὶ εἰς τὰς νέας γενεάς. [326, 373, 562, 457]
col5 [1320, 72, 1570, 2232]
section-subhead: Ο ΑΠΟΠΛΟΥΣ ΤΟΥ ΣΤΟΛΟΥ [1068, 589, 1300, 606]
anakoin-subheadline: ΔΙΑ ΤΑΣ ΠΟΛΕΜΙΚΑΣ ΕΠΙΧΕΙΡΗΣΕΙΣ [868, 1001, 1246, 1026]
lower-left [808, 1281, 1052, 1733]
section-subhead: —Η ΑΝΑΧΩΡΗΣΙΣ ΤΗΣ κ. ΟΥΛ-ΛΑΙΑΝΣ [1340, 866, 1550, 899]
notice-text: Τὴν προσεχῆ Κυριακὴν 21 Σεπτεμβρίου καὶ ὥραν 9 π.μ. τελοῦμεν μνημόσυνον ἐν τῷ Ναῷ τοῦ Ἁγίου Κωνσταντίνου ὑπὲρ ἀναπαύσεως τῆς ψυχῆς τοῦ ἀγαπητοῦ ἡμῶν συζύγου καὶ πατρός ΧΡΥΣΑΝΘΗΣ Μ. ΚΑΤΣΙΜΠΑΛΗ. [574, 720, 796, 855]
article-paragraph: Ἡ ἐντελὴς ἀσυνήθης ἐπιθυμία τῆς ὁλομελείας ἐγένετο χθὲς τῆς ἐνάρξεως τῶν ἐργασιῶν τῆς Βουλῆς κατὰ τὴν τριακοστὴν τῆς ὀγδόης σύνοδον αὐτῆς. [42, 880, 312, 964]
peiraios-headline: ΤΟΥ ΠΕΙΡΑΙΩΣ [1353, 1610, 1537, 1635]
divider [42, 728, 562, 731]
article-paragraph: τέχναν μέτωπον διετηρήσαμεν διὰ Σαὶν Μιὲλ καὶ τῶν ὀχυρωμάτων τοῦ Πὸν ἁ Μουσσὸν ἐν Λωραίνῃ. [1062, 1039, 1306, 1090]
klinik-heading: ΟΦΘΑΛΜΟΛΟΓΙΚΗ ΚΛΙΝΙΚΗ [602, 1502, 768, 1538]
section-subhead: ΑΓΓΛΙΚΗ ΑΝΑΚΟΙΝΩΣΙΣ [1085, 1186, 1283, 1203]
klinik-address: Ὁδὸς Θεμιστοκλέους 48 [605, 1561, 765, 1576]
